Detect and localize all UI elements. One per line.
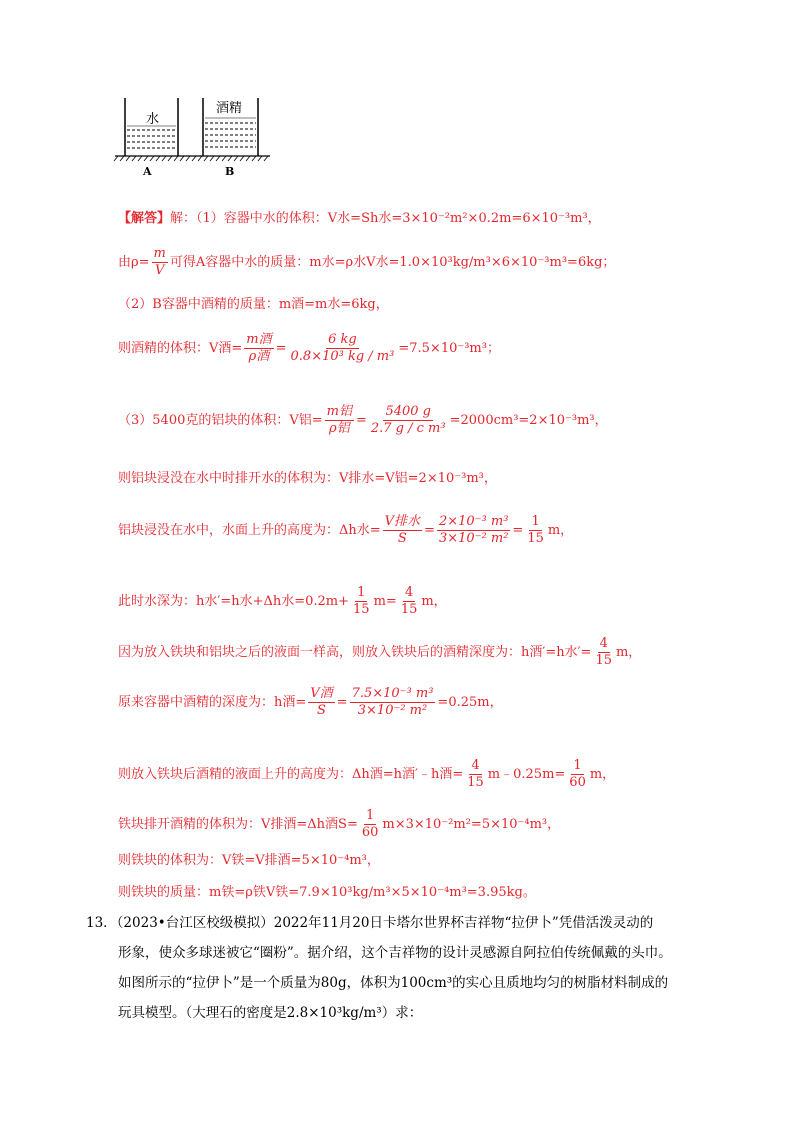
solution-line-10: 原来容器中酒精的深度为：h酒= $\frac{\text{V酒}}{S}$ = $\frac{\text{7.5×10⁻³ m³}}{\text{3×10⁻² m²}}$ =0.25m，: [118, 686, 503, 718]
frac-num: 1: [365, 808, 375, 823]
frac-num: 1: [357, 585, 366, 600]
frac-den: 15: [353, 602, 370, 617]
solution-text-8b: m=: [373, 594, 397, 609]
solution-line-8: [118, 585, 447, 618]
fraction-rise-2: [437, 514, 510, 547]
frac-num: 6 kg: [328, 332, 357, 347]
frac-num: 4: [471, 758, 480, 773]
solution-text-8a: 此时水深为：h水′=h水+Δh水=0.2m+: [118, 594, 350, 609]
frac-den: 3×10⁻² m²: [357, 703, 428, 718]
frac-den: S: [317, 703, 326, 718]
solution-line-1: [118, 210, 601, 228]
label-water: 水: [146, 112, 160, 127]
solution-text-12a: 铁块排开酒精的体积为：V排酒=Δh酒S=: [118, 817, 358, 832]
fraction-alcohol-rise-1: [465, 758, 486, 791]
solution-line-6: [118, 470, 497, 488]
solution-text-2a: 由ρ=: [118, 255, 150, 270]
label-a: A: [143, 165, 152, 178]
solution-line-7: 铝块浸没在水中，水面上升的高度为：Δh水= $\frac{\text{V排水}}{S}$ = $\frac{\text{2×10⁻³ m³}}{\text{3×10⁻² m²}}$ = $\frac{1}{15}$ m，: [118, 514, 574, 546]
solution-line-13: [118, 852, 380, 870]
label-b: B: [225, 165, 235, 178]
solution-text-9a: 因为放入铁块和铝块之后的液面一样高，则放入铁块后的酒精深度为：h酒′=h水′=: [118, 645, 592, 660]
fraction-rho: [152, 246, 168, 279]
frac-den: ρ铝: [328, 421, 350, 436]
solution-text-7b: m，: [547, 523, 574, 538]
solution-line-12: [118, 808, 560, 841]
fraction-alcohol-volume-1: [244, 332, 273, 365]
frac-den: 60: [569, 775, 586, 790]
containers-figure: [110, 92, 280, 182]
fraction-alcohol-rise-2: [567, 758, 588, 791]
solution-text-3: （2）B容器中酒精的质量：m酒=m水=6kg，: [118, 297, 389, 312]
fraction-depth-2: [399, 585, 420, 618]
frac-den: 2.7 g / c m³: [370, 421, 446, 436]
frac-den: ρ酒: [248, 349, 270, 364]
question-text-4: 玩具模型。（大理石的密度是2.8×10³kg/m³）求：: [118, 1005, 423, 1021]
label-alcohol: 酒精: [216, 101, 243, 116]
fraction-depth-1: [351, 585, 372, 618]
question-text-2: 形象，使众多球迷被它“圈粉”。据介绍，这个吉祥物的设计灵感源自阿拉伯传统佩戴的头巾。: [118, 945, 672, 961]
fraction-rise-3: [525, 514, 546, 547]
frac-num: m: [153, 246, 166, 261]
fraction-rise-1: [383, 514, 422, 547]
solution-text-11b: m﹣0.25m=: [487, 767, 566, 782]
solution-line-14: [118, 884, 536, 902]
solution-text-14: 则铁块的质量：m铁=ρ铁V铁=7.9×10³kg/m³×5×10⁻⁴m³=3.95kg。: [118, 885, 536, 900]
solution-text-11a: 则放入铁块后酒精的液面上升的高度为：Δh酒=h酒′﹣h酒=: [118, 767, 464, 782]
frac-num: V排水: [384, 514, 421, 529]
frac-num: 4: [599, 636, 608, 651]
fraction-alcohol-depth: [593, 636, 614, 669]
frac-den: 15: [595, 653, 612, 668]
frac-den: 0.8×10³ kg / m³: [290, 349, 395, 364]
fraction-orig-depth-2: [350, 686, 436, 719]
fraction-orig-depth-1: [308, 686, 334, 719]
containers-diagram: [110, 92, 280, 182]
question-line-1: [86, 914, 653, 932]
fraction-aluminum-volume-2: [369, 404, 448, 437]
solution-text-5a: （3）5400克的铝块的体积：V铝=: [118, 413, 323, 428]
frac-den: 15: [467, 775, 484, 790]
solution-text-13: 则铁块的体积为：V铁=V排酒=5×10⁻⁴m³，: [118, 853, 380, 868]
solution-text-10a: 原来容器中酒精的深度为：h酒=: [118, 695, 307, 710]
solution-line-3: [118, 296, 389, 314]
solution-text-12b: m×3×10⁻²m²=5×10⁻⁴m³，: [382, 817, 561, 832]
question-line-2: [118, 944, 672, 962]
fraction-displaced: [360, 808, 381, 841]
frac-num: 4: [404, 585, 414, 600]
fraction-alcohol-volume-2: [289, 332, 397, 365]
solution-text-11c: m，: [589, 767, 616, 782]
question-line-3: [118, 974, 668, 992]
solution-text-4b: =7.5×10⁻³m³；: [398, 341, 500, 356]
frac-num: 1: [573, 758, 582, 773]
fraction-aluminum-volume-1: [325, 404, 354, 437]
question-text-3: 如图所示的“拉伊卜”是一个质量为80g，体积为100cm³的实心且质地均匀的树脂材料制成的: [118, 975, 669, 991]
solution-text-6: 则铝块浸没在水中时排开水的体积为：V排水=V铝=2×10⁻³m³，: [118, 471, 497, 486]
frac-den: V: [155, 263, 165, 278]
solution-text-5b: =2000cm³=2×10⁻³m³，: [449, 413, 608, 428]
frac-den: S: [397, 531, 407, 546]
frac-num: 2×10⁻³ m³: [438, 514, 509, 529]
frac-den: 15: [400, 602, 418, 617]
answer-tag: 【解答】: [118, 211, 171, 226]
solution-line-2: [118, 246, 615, 279]
question-text-1: 13．（2023•台江区校级模拟）2022年11月20日卡塔尔世界杯吉祥物“拉伊卜”凭借活泼灵动的: [86, 915, 654, 931]
frac-num: V酒: [310, 686, 333, 701]
frac-num: m铝: [326, 404, 352, 419]
solution-text-4a: 则酒精的体积：V酒=: [118, 341, 243, 356]
solution-line-5: （3）5400克的铝块的体积：V铝= $\frac{\text{m铝}}{\text{ρ铝}}$ = $\frac{5400 g}{\text{2.7 g / c m³}}$ =2000cm³=2×10⁻³m³，: [118, 404, 608, 436]
solution-text-2b: 可得A容器中水的质量：m水=ρ水V水=1.0×10³kg/m³×6×10⁻³m³=6kg；: [169, 255, 616, 270]
frac-den: 3×10⁻² m²: [438, 531, 509, 546]
frac-den: 60: [361, 825, 379, 840]
frac-num: m酒: [246, 332, 272, 347]
solution-line-9: [118, 636, 641, 669]
solution-text-1: 解：（1）容器中水的体积：V水=Sh水=3×10⁻²m²×0.2m=6×10⁻³m³，: [170, 211, 601, 226]
question-line-4: [118, 1004, 422, 1022]
solution-text-10b: =0.25m，: [437, 695, 503, 710]
solution-line-4: 则酒精的体积：V酒= $\frac{\text{m酒}}{\text{ρ酒}}$ = $\frac{6 kg}{\text{0.8×10³ kg / m³}}$ =7.5×10⁻³m³；: [118, 332, 500, 364]
solution-text-8c: m，: [421, 594, 447, 609]
solution-text-7a: 铝块浸没在水中，水面上升的高度为：Δh水=: [118, 523, 381, 538]
frac-num: 5400 g: [385, 404, 432, 419]
solution-text-9b: m，: [615, 645, 642, 660]
frac-num: 1: [531, 514, 540, 529]
solution-line-11: [118, 758, 615, 791]
frac-num: 7.5×10⁻³ m³: [351, 686, 434, 701]
frac-den: 15: [527, 531, 544, 546]
